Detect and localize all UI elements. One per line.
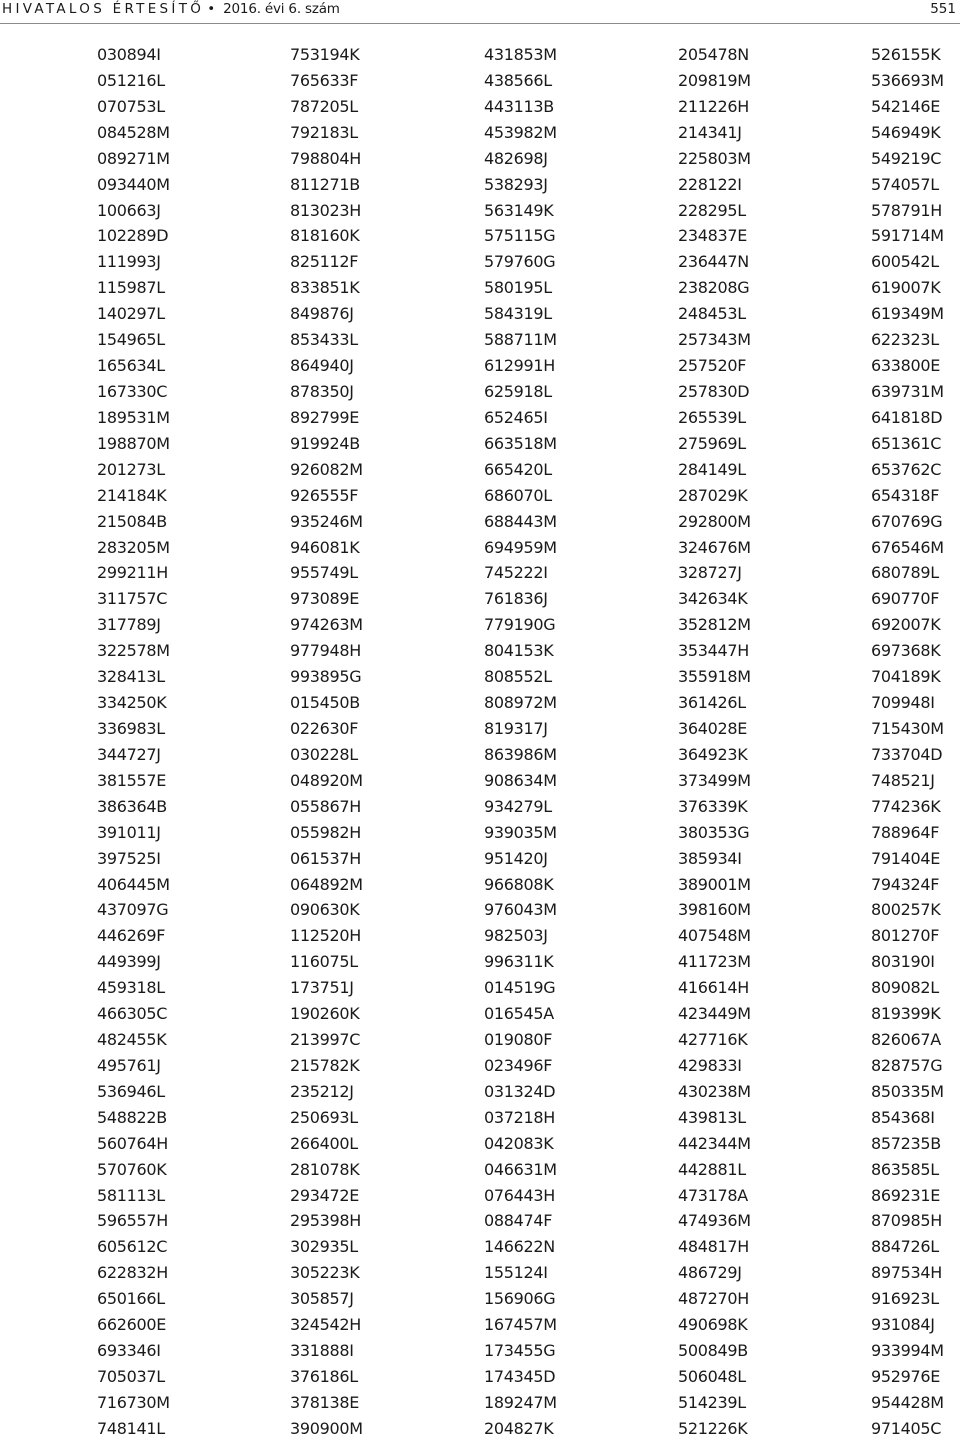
list-item: 331888I <box>290 1341 354 1361</box>
list-item: 031324D <box>484 1081 556 1101</box>
list-item: 442344M <box>678 1133 751 1153</box>
list-item: 536693M <box>871 70 944 90</box>
list-item: 190260K <box>290 1004 360 1024</box>
list-item: 864940J <box>290 356 354 376</box>
list-item: 709948I <box>871 693 935 713</box>
list-item: 381557E <box>97 770 167 790</box>
list-item: 352812M <box>678 615 751 635</box>
list-item: 030894I <box>97 45 161 64</box>
list-item: 482698J <box>484 148 548 168</box>
list-item: 431853M <box>484 45 557 64</box>
list-item: 952976E <box>871 1367 941 1387</box>
list-item: 449399J <box>97 952 161 972</box>
list-item: 257520F <box>678 356 747 376</box>
list-item: 215084B <box>97 511 167 531</box>
list-item: 581113L <box>97 1185 165 1205</box>
list-item: 955749L <box>290 563 358 583</box>
list-item: 801270F <box>871 926 940 946</box>
list-item: 973089E <box>290 589 360 609</box>
list-item: 376339K <box>678 796 748 816</box>
list-item: 966808K <box>484 874 554 894</box>
list-item: 570760K <box>97 1159 167 1179</box>
list-item: 048920M <box>290 770 363 790</box>
list-item: 575115G <box>484 226 556 246</box>
list-item: 514239L <box>678 1392 746 1412</box>
list-item: 809082L <box>871 978 939 998</box>
list-item: 580195L <box>484 278 552 298</box>
list-item: 484817H <box>678 1237 750 1257</box>
list-item: 389001M <box>678 874 751 894</box>
list-item: 788964F <box>871 822 940 842</box>
list-item: 670769G <box>871 511 943 531</box>
list-item: 373499M <box>678 770 751 790</box>
list-item: 228295L <box>678 200 746 220</box>
list-item: 023496F <box>484 1055 553 1075</box>
list-item: 324676M <box>678 537 751 557</box>
list-item: 116075L <box>290 952 358 972</box>
list-item: 070753L <box>97 96 165 116</box>
list-item: 787205L <box>290 96 358 116</box>
list-item: 633800E <box>871 356 941 376</box>
list-item: 022630F <box>290 718 359 738</box>
list-item: 933994M <box>871 1341 944 1361</box>
list-item: 548822B <box>97 1107 167 1127</box>
list-item: 748521J <box>871 770 935 790</box>
list-item: 813023H <box>290 200 362 220</box>
list-item: 853433L <box>290 330 358 350</box>
list-item: 600542L <box>871 252 939 272</box>
list-item: 974263M <box>290 615 363 635</box>
list-item: 897534H <box>871 1263 943 1283</box>
list-item: 167457M <box>484 1315 557 1335</box>
list-item: 693346I <box>97 1341 161 1361</box>
list-item: 697368K <box>871 641 941 661</box>
list-item: 322578M <box>97 641 170 661</box>
list-item: 808552L <box>484 667 552 687</box>
list-item: 870985H <box>871 1211 943 1231</box>
list-item: 250693L <box>290 1107 358 1127</box>
list-item: 112520H <box>290 926 362 946</box>
list-item: 804153K <box>484 641 554 661</box>
list-item: 037218H <box>484 1107 556 1127</box>
list-item: 376186L <box>290 1367 358 1387</box>
list-item: 293472E <box>290 1185 360 1205</box>
list-item: 385934I <box>678 848 742 868</box>
list-item: 398160M <box>678 900 751 920</box>
list-item: 526155K <box>871 45 941 64</box>
list-item: 622832H <box>97 1263 169 1283</box>
list-item: 416614H <box>678 978 750 998</box>
list-item: 234837E <box>678 226 748 246</box>
list-item: 386364B <box>97 796 167 816</box>
list-item: 596557H <box>97 1211 169 1231</box>
list-item: 311757C <box>97 589 168 609</box>
list-item: 466305C <box>97 1004 168 1024</box>
list-item: 916923L <box>871 1289 939 1309</box>
list-item: 051216L <box>97 70 165 90</box>
list-item: 931084J <box>871 1315 935 1335</box>
list-item: 275969L <box>678 433 746 453</box>
list-item: 173751J <box>290 978 354 998</box>
list-item: 495761J <box>97 1055 161 1075</box>
list-item: 825112F <box>290 252 359 272</box>
list-item: 863585L <box>871 1159 939 1179</box>
list-item: 076443H <box>484 1185 556 1205</box>
list-item: 680789L <box>871 563 939 583</box>
list-item: 342634K <box>678 589 748 609</box>
list-item: 919924B <box>290 433 360 453</box>
list-item: 792183L <box>290 122 358 142</box>
separator-bullet: • <box>207 1 216 17</box>
list-item: 818160K <box>290 226 360 246</box>
list-item: 690770F <box>871 589 940 609</box>
list-item: 996311K <box>484 952 554 972</box>
list-item: 266400L <box>290 1133 358 1153</box>
list-item: 201273L <box>97 459 165 479</box>
list-item: 228122I <box>678 174 742 194</box>
list-item: 715430M <box>871 718 944 738</box>
list-item: 055982H <box>290 822 362 842</box>
list-item: 748141L <box>97 1418 165 1438</box>
list-item: 336983L <box>97 718 165 738</box>
list-item: 753194K <box>290 45 360 64</box>
number-column-2 <box>290 42 363 1442</box>
number-column-4 <box>678 42 751 1442</box>
list-item: 654318F <box>871 485 940 505</box>
list-item: 857235B <box>871 1133 941 1153</box>
list-item: 935246M <box>290 511 363 531</box>
list-item: 257343M <box>678 330 751 350</box>
list-item: 397525I <box>97 848 161 868</box>
list-item: 542146E <box>871 96 941 116</box>
list-item: 774236K <box>871 796 941 816</box>
list-item: 946081K <box>290 537 360 557</box>
list-item: 954428M <box>871 1392 944 1412</box>
list-item: 650166L <box>97 1289 165 1309</box>
list-item: 884726L <box>871 1237 939 1257</box>
list-item: 204827K <box>484 1418 554 1438</box>
list-item: 100663J <box>97 200 161 220</box>
list-item: 205478N <box>678 45 749 64</box>
list-item: 305223K <box>290 1263 360 1283</box>
list-item: 490698K <box>678 1315 748 1335</box>
list-item: 791404E <box>871 848 941 868</box>
list-item: 651361C <box>871 433 942 453</box>
list-item: 800257K <box>871 900 941 920</box>
list-item: 453982M <box>484 122 557 142</box>
list-item: 487270H <box>678 1289 750 1309</box>
list-item: 364028E <box>678 718 748 738</box>
list-item: 429833I <box>678 1055 742 1075</box>
list-item: 500849B <box>678 1341 748 1361</box>
list-item: 328413L <box>97 667 165 687</box>
list-item: 437097G <box>97 900 169 920</box>
list-item: 605612C <box>97 1237 168 1257</box>
list-item: 102289D <box>97 226 169 246</box>
list-item: 976043M <box>484 900 557 920</box>
list-item: 238208G <box>678 278 750 298</box>
list-item: 473178A <box>678 1185 748 1205</box>
list-item: 111993J <box>97 252 161 272</box>
list-item: 019080F <box>484 1030 553 1050</box>
list-item: 939035M <box>484 822 557 842</box>
page-number: 551 <box>930 1 956 17</box>
list-item: 174345D <box>484 1367 556 1387</box>
list-item: 167330C <box>97 381 168 401</box>
list-item: 140297L <box>97 304 165 324</box>
list-item: 705037L <box>97 1367 165 1387</box>
list-item: 055867H <box>290 796 362 816</box>
list-item: 165634L <box>97 356 165 376</box>
list-item: 283205M <box>97 537 170 557</box>
list-item: 198870M <box>97 433 170 453</box>
list-item: 588711M <box>484 330 557 350</box>
list-item: 364923K <box>678 744 748 764</box>
list-item: 641818D <box>871 407 943 427</box>
list-item: 652465I <box>484 407 548 427</box>
list-item: 090630K <box>290 900 360 920</box>
list-item: 016545A <box>484 1004 554 1024</box>
list-item: 546949K <box>871 122 941 142</box>
number-column-1 <box>97 42 170 1442</box>
list-item: 584319L <box>484 304 552 324</box>
list-item: 653762C <box>871 459 942 479</box>
list-item: 115987L <box>97 278 165 298</box>
list-item: 317789J <box>97 615 161 635</box>
list-item: 538293J <box>484 174 548 194</box>
list-item: 619349M <box>871 304 944 324</box>
list-item: 287029K <box>678 485 748 505</box>
list-item: 486729J <box>678 1263 742 1283</box>
list-item: 257830D <box>678 381 750 401</box>
list-item: 406445M <box>97 874 170 894</box>
list-item: 189247M <box>484 1392 557 1412</box>
list-item: 093440M <box>97 174 170 194</box>
list-item: 215782K <box>290 1055 360 1075</box>
list-item: 225803M <box>678 148 751 168</box>
list-item: 305857J <box>290 1289 354 1309</box>
journal-title: HIVATALOS ÉRTESÍTŐ <box>2 1 205 17</box>
list-item: 704189K <box>871 667 941 687</box>
list-item: 442881L <box>678 1159 746 1179</box>
list-item: 213997C <box>290 1030 361 1050</box>
list-item: 828757G <box>871 1055 943 1075</box>
list-item: 908634M <box>484 770 557 790</box>
list-item: 779190G <box>484 615 556 635</box>
list-item: 088474F <box>484 1211 553 1231</box>
list-item: 355918M <box>678 667 751 687</box>
list-item: 046631M <box>484 1159 557 1179</box>
list-item: 745222I <box>484 563 548 583</box>
list-item: 819399K <box>871 1004 941 1024</box>
list-item: 407548M <box>678 926 751 946</box>
list-item: 826067A <box>871 1030 941 1050</box>
list-item: 934279L <box>484 796 552 816</box>
list-item: 808972M <box>484 693 557 713</box>
list-item: 694959M <box>484 537 557 557</box>
list-item: 765633F <box>290 70 359 90</box>
list-item: 154965L <box>97 330 165 350</box>
list-item: 665420L <box>484 459 552 479</box>
list-item: 692007K <box>871 615 941 635</box>
list-item: 536946L <box>97 1081 165 1101</box>
list-item: 622323L <box>871 330 939 350</box>
list-item: 334250K <box>97 693 167 713</box>
list-item: 892799E <box>290 407 360 427</box>
list-item: 578791H <box>871 200 943 220</box>
list-item: 042083K <box>484 1133 554 1153</box>
list-item: 733704D <box>871 744 943 764</box>
list-item: 353447H <box>678 641 750 661</box>
list-item: 380353G <box>678 822 750 842</box>
list-item: 411723M <box>678 952 751 972</box>
list-item: 427716K <box>678 1030 748 1050</box>
list-item: 663518M <box>484 433 557 453</box>
list-item: 430238M <box>678 1081 751 1101</box>
list-item: 574057L <box>871 174 939 194</box>
list-item: 423449M <box>678 1004 751 1024</box>
list-item: 803190I <box>871 952 935 972</box>
list-item: 284149L <box>678 459 746 479</box>
list-item: 328727J <box>678 563 742 583</box>
list-item: 761836J <box>484 589 548 609</box>
list-item: 819317J <box>484 718 548 738</box>
list-item: 173455G <box>484 1341 556 1361</box>
list-item: 612991H <box>484 356 556 376</box>
list-item: 015450B <box>290 693 360 713</box>
list-item: 014519G <box>484 978 556 998</box>
list-item: 563149K <box>484 200 554 220</box>
list-item: 506048L <box>678 1367 746 1387</box>
list-item: 521226K <box>678 1418 748 1438</box>
list-item: 639731M <box>871 381 944 401</box>
list-item: 549219C <box>871 148 942 168</box>
list-item: 579760G <box>484 252 556 272</box>
list-item: 459318L <box>97 978 165 998</box>
list-item: 209819M <box>678 70 751 90</box>
list-item: 982503J <box>484 926 548 946</box>
list-item: 686070L <box>484 485 552 505</box>
list-item: 854368I <box>871 1107 935 1127</box>
list-item: 811271B <box>290 174 360 194</box>
list-item: 214184K <box>97 485 167 505</box>
list-item: 625918L <box>484 381 552 401</box>
list-item: 474936M <box>678 1211 751 1231</box>
list-item: 235212J <box>290 1081 354 1101</box>
list-item: 833851K <box>290 278 360 298</box>
list-item: 064892M <box>290 874 363 894</box>
list-item: 798804H <box>290 148 362 168</box>
list-item: 849876J <box>290 304 354 324</box>
list-item: 676546M <box>871 537 944 557</box>
list-item: 662600E <box>97 1315 167 1335</box>
list-item: 971405C <box>871 1418 942 1438</box>
list-item: 794324F <box>871 874 940 894</box>
list-item: 869231E <box>871 1185 941 1205</box>
list-item: 214341J <box>678 122 742 142</box>
list-item: 443113B <box>484 96 554 116</box>
list-item: 155124I <box>484 1263 548 1283</box>
list-item: 061537H <box>290 848 362 868</box>
list-item: 295398H <box>290 1211 362 1231</box>
list-item: 030228L <box>290 744 358 764</box>
list-item: 324542H <box>290 1315 362 1335</box>
list-item: 236447N <box>678 252 749 272</box>
list-item: 482455K <box>97 1030 167 1050</box>
list-item: 390900M <box>290 1418 363 1438</box>
list-item: 619007K <box>871 278 941 298</box>
number-column-5 <box>871 42 944 1442</box>
list-item: 248453L <box>678 304 746 324</box>
list-item: 591714M <box>871 226 944 246</box>
list-item: 863986M <box>484 744 557 764</box>
list-item: 089271M <box>97 148 170 168</box>
list-item: 926555F <box>290 485 359 505</box>
list-item: 439813L <box>678 1107 746 1127</box>
list-item: 951420J <box>484 848 548 868</box>
list-item: 716730M <box>97 1392 170 1412</box>
list-item: 850335M <box>871 1081 944 1101</box>
list-item: 302935L <box>290 1237 358 1257</box>
list-item: 560764H <box>97 1133 169 1153</box>
list-item: 977948H <box>290 641 362 661</box>
list-item: 189531M <box>97 407 170 427</box>
list-item: 361426L <box>678 693 746 713</box>
list-item: 926082M <box>290 459 363 479</box>
list-item: 156906G <box>484 1289 556 1309</box>
list-item: 878350J <box>290 381 354 401</box>
list-item: 211226H <box>678 96 750 116</box>
list-item: 084528M <box>97 122 170 142</box>
list-item: 146622N <box>484 1237 555 1257</box>
list-item: 446269F <box>97 926 166 946</box>
issue-label: 2016. évi 6. szám <box>223 1 340 17</box>
list-item: 688443M <box>484 511 557 531</box>
list-item: 438566L <box>484 70 552 90</box>
list-item: 344727J <box>97 744 161 764</box>
list-item: 281078K <box>290 1159 360 1179</box>
list-item: 378138E <box>290 1392 360 1412</box>
number-column-3 <box>484 42 557 1442</box>
list-item: 391011J <box>97 822 161 842</box>
list-item: 292800M <box>678 511 751 531</box>
list-item: 993895G <box>290 667 362 687</box>
list-item: 299211H <box>97 563 169 583</box>
list-item: 265539L <box>678 407 746 427</box>
